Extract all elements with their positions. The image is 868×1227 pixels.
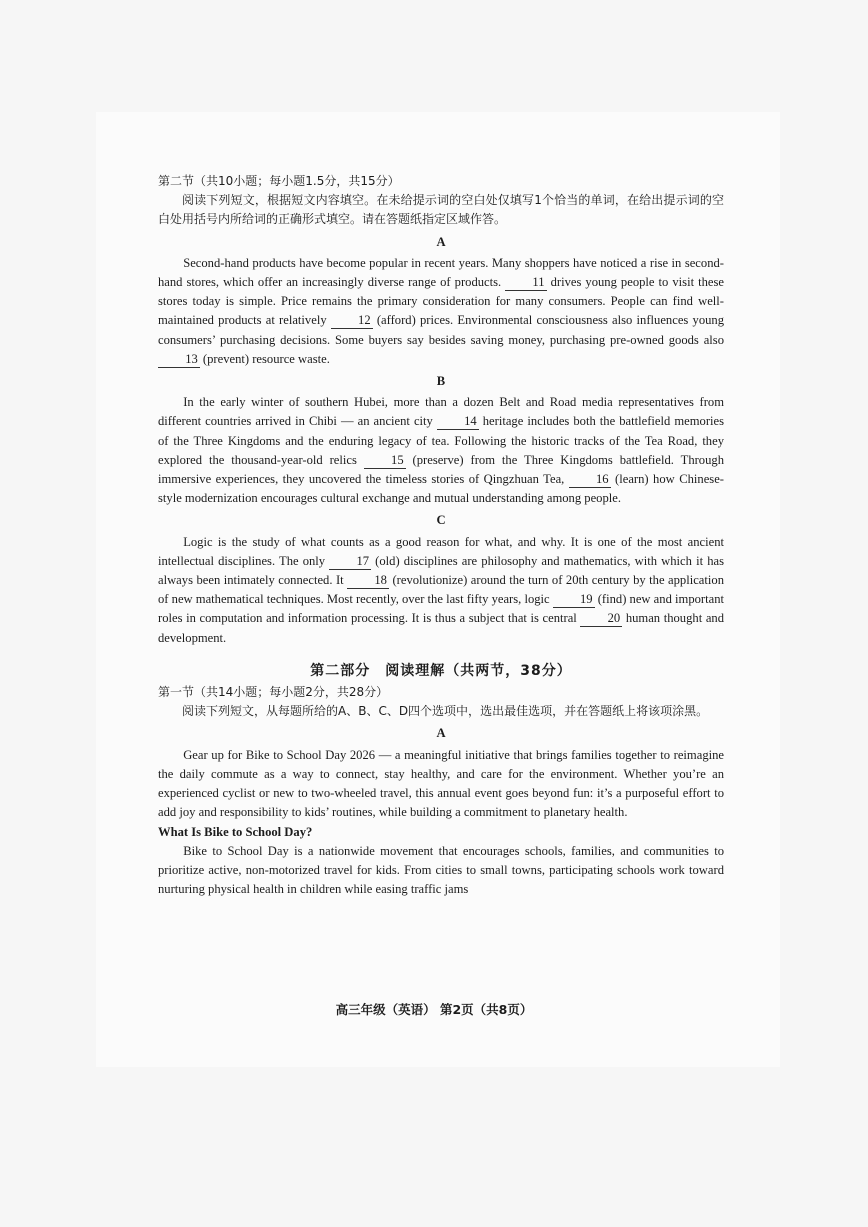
reading-a-paragraph-1: Gear up for Bike to School Day 2026 — a meaningful initiative that brings families together to reimagine the daily commute as a way to connect, stay healthy, and care for the environment. Whether you’re an experienced cyclist or new to two-wheeled travel, this annual event goes beyond fun: it’s a purposeful effort to add joy and responsibility to kids’ routines, while building a commitment to planetary health. [158,747,724,820]
passage-text: (afford) prices. Environmental consciousness also influences young consumers’ purchasing decisions. Some buyers say besides saving money, purchasing pre-owned goods also [158,313,725,347]
passage-text: In the early winter of southern Hubei, more than a dozen Belt and Road media representatives from different countries arrived in Chibi — an ancient city [158,395,724,429]
passage-c-letter: C [436,513,446,528]
reading-subheading: What Is Bike to School Day? [158,824,313,839]
passage-b [158,393,724,508]
part-title: 第二部分 阅读理解（共两节，38分） [310,662,572,679]
passage-text: drives young people to visit these stores today is simple. Price remains the primary consideration for many consumers. People can find well-maintained products at relatively [158,275,724,328]
section-heading: 第二节（共10小题；每小题1.5分，共15分） [158,174,400,188]
blank-15: 15 [364,453,406,469]
passage-c [158,533,724,648]
passage-text: (preserve) from the Three Kingdoms battlefield. Through immersive experiences, they uncovered the timeless stories of Qingzhuan Tea, [158,452,724,487]
reading-a-paragraph-2: Bike to School Day is a nationwide movement that encourages schools, families, and communities to prioritize active, non-motorized travel for kids. From cities to small towns, participating schools work toward nurturing physical health in children while easing traffic jams [158,843,724,897]
passage-text: (old) disciplines are philosophy and mathematics, with which it has always been intimately connected. It [158,553,724,588]
blank-11: 11 [505,275,546,291]
page-content [158,172,724,899]
passage-text: (learn) how Chinese-style modernization encourages cultural exchange and mutual understanding among people. [158,472,724,506]
passage-text: Second-hand products have become popular in recent years. Many shoppers have noticed a rise in second-hand stores, which offer an increasingly diverse range of products. [158,255,724,290]
page-footer: 高三年级（英语） 第2页（共8页） [335,1002,533,1017]
section-heading: 第一节（共14小题；每小题2分，共28分） [158,685,389,700]
blank-13: 13 [158,352,200,368]
blank-20: 20 [580,611,622,627]
passage-text: heritage includes both the battlefield memories of the Three Kingdoms and the enduring legacy of tea. Following the historic tracks of the Tea Road, they explored the thousand-year-old relics [158,414,724,467]
passage-text: (revolutionize) around the turn of 20th century by the application of new mathematical techniques. Most recently, over the last fifty years, logic [158,573,724,607]
blank-14: 14 [437,414,479,430]
passage-b-letter: B [436,374,446,389]
section-instruction: 阅读下列短文，从每题所给的A、B、C、D四个选项中，选出最佳选项，并在答题纸上将该项涂黑。 [182,704,709,719]
reading-a-letter: A [436,726,446,741]
section-instruction: 阅读下列短文，根据短文内容填空。在未给提示词的空白处仅填写1个恰当的单词，在给出提示词的空白处用括号内所给词的正确形式填空。请在答题纸指定区域作答。 [158,193,724,227]
passage-text: (find) new and important roles in computation and information processing. It is thus a subject that is central [158,592,724,626]
passage-text: human thought and development. [158,611,724,645]
blank-12: 12 [331,313,373,329]
blank-17: 17 [329,554,371,570]
blank-16: 16 [569,472,611,488]
blank-19: 19 [553,592,595,608]
passage-text: (prevent) resource waste. [199,351,330,366]
passage-a [158,254,724,369]
passage-a-letter: A [436,234,446,249]
passage-text: Logic is the study of what counts as a good reason for what, and why. It is one of the most ancient intellectual disciplines. The only [158,534,724,568]
blank-18: 18 [347,573,389,589]
